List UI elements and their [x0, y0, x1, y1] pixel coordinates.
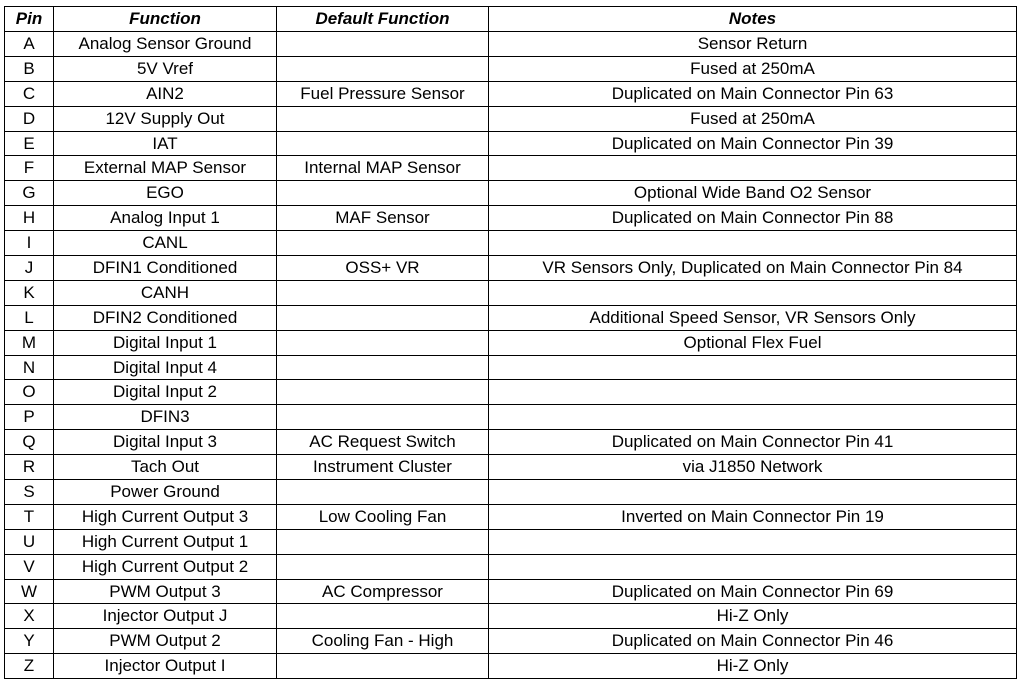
pin-cell: G	[5, 181, 54, 206]
pin-cell: U	[5, 529, 54, 554]
default-function-cell: OSS+ VR	[277, 256, 489, 281]
pin-cell: V	[5, 554, 54, 579]
table-row	[5, 231, 1017, 256]
default-function-cell	[277, 330, 489, 355]
default-function-cell	[277, 355, 489, 380]
header-function: Function	[54, 7, 277, 32]
table-row	[5, 355, 1017, 380]
table-row	[5, 579, 1017, 604]
function-cell: AIN2	[54, 81, 277, 106]
table-row	[5, 504, 1017, 529]
notes-cell: Duplicated on Main Connector Pin 46	[489, 629, 1017, 654]
default-function-cell: Internal MAP Sensor	[277, 156, 489, 181]
table-row	[5, 181, 1017, 206]
table-row	[5, 256, 1017, 281]
pin-cell: J	[5, 256, 54, 281]
table-row	[5, 529, 1017, 554]
pin-cell: W	[5, 579, 54, 604]
table-row	[5, 629, 1017, 654]
table-row	[5, 330, 1017, 355]
pin-cell: H	[5, 206, 54, 231]
table-row	[5, 131, 1017, 156]
function-cell: External MAP Sensor	[54, 156, 277, 181]
pin-cell: I	[5, 231, 54, 256]
function-cell: Digital Input 1	[54, 330, 277, 355]
notes-cell	[489, 480, 1017, 505]
notes-cell	[489, 405, 1017, 430]
default-function-cell	[277, 181, 489, 206]
default-function-cell	[277, 32, 489, 57]
function-cell: PWM Output 2	[54, 629, 277, 654]
function-cell: Digital Input 4	[54, 355, 277, 380]
function-cell: CANL	[54, 231, 277, 256]
notes-cell	[489, 156, 1017, 181]
table-row	[5, 81, 1017, 106]
default-function-cell	[277, 480, 489, 505]
table-row	[5, 455, 1017, 480]
default-function-cell: Low Cooling Fan	[277, 504, 489, 529]
notes-cell: Duplicated on Main Connector Pin 63	[489, 81, 1017, 106]
default-function-cell: Fuel Pressure Sensor	[277, 81, 489, 106]
pin-cell: L	[5, 305, 54, 330]
notes-cell: Duplicated on Main Connector Pin 88	[489, 206, 1017, 231]
table-row	[5, 430, 1017, 455]
notes-cell: Hi-Z Only	[489, 604, 1017, 629]
header-default-function: Default Function	[277, 7, 489, 32]
default-function-cell	[277, 106, 489, 131]
pin-cell: R	[5, 455, 54, 480]
pin-cell: A	[5, 32, 54, 57]
default-function-cell: Cooling Fan - High	[277, 629, 489, 654]
pin-cell: E	[5, 131, 54, 156]
function-cell: Injector Output I	[54, 654, 277, 679]
pin-cell: N	[5, 355, 54, 380]
function-cell: Analog Input 1	[54, 206, 277, 231]
pin-cell: Z	[5, 654, 54, 679]
table-row	[5, 480, 1017, 505]
default-function-cell	[277, 56, 489, 81]
function-cell: CANH	[54, 280, 277, 305]
notes-cell: Duplicated on Main Connector Pin 39	[489, 131, 1017, 156]
notes-cell	[489, 231, 1017, 256]
table-row	[5, 206, 1017, 231]
table-row	[5, 156, 1017, 181]
default-function-cell	[277, 380, 489, 405]
table-row	[5, 106, 1017, 131]
default-function-cell: Instrument Cluster	[277, 455, 489, 480]
function-cell: PWM Output 3	[54, 579, 277, 604]
notes-cell: Hi-Z Only	[489, 654, 1017, 679]
pin-cell: S	[5, 480, 54, 505]
function-cell: Digital Input 3	[54, 430, 277, 455]
default-function-cell	[277, 654, 489, 679]
pin-cell: B	[5, 56, 54, 81]
default-function-cell	[277, 405, 489, 430]
pin-cell: K	[5, 280, 54, 305]
table-row	[5, 305, 1017, 330]
notes-cell: Inverted on Main Connector Pin 19	[489, 504, 1017, 529]
pin-cell: P	[5, 405, 54, 430]
default-function-cell: AC Compressor	[277, 579, 489, 604]
notes-cell: via J1850 Network	[489, 455, 1017, 480]
table-row	[5, 604, 1017, 629]
header-pin: Pin	[5, 7, 54, 32]
default-function-cell	[277, 231, 489, 256]
pin-cell: C	[5, 81, 54, 106]
notes-cell: Duplicated on Main Connector Pin 69	[489, 579, 1017, 604]
table-row	[5, 280, 1017, 305]
function-cell: Analog Sensor Ground	[54, 32, 277, 57]
default-function-cell	[277, 305, 489, 330]
notes-cell	[489, 529, 1017, 554]
pin-cell: X	[5, 604, 54, 629]
function-cell: Injector Output J	[54, 604, 277, 629]
notes-cell: Fused at 250mA	[489, 56, 1017, 81]
function-cell: Digital Input 2	[54, 380, 277, 405]
default-function-cell	[277, 280, 489, 305]
table-header-row	[5, 7, 1017, 32]
table-row	[5, 405, 1017, 430]
function-cell: 5V Vref	[54, 56, 277, 81]
table-row	[5, 56, 1017, 81]
notes-cell: Optional Flex Fuel	[489, 330, 1017, 355]
function-cell: EGO	[54, 181, 277, 206]
notes-cell: Fused at 250mA	[489, 106, 1017, 131]
notes-cell: Optional Wide Band O2 Sensor	[489, 181, 1017, 206]
function-cell: Tach Out	[54, 455, 277, 480]
table-row	[5, 554, 1017, 579]
pin-cell: T	[5, 504, 54, 529]
function-cell: High Current Output 3	[54, 504, 277, 529]
function-cell: DFIN3	[54, 405, 277, 430]
pin-cell: O	[5, 380, 54, 405]
function-cell: DFIN2 Conditioned	[54, 305, 277, 330]
default-function-cell	[277, 604, 489, 629]
table-row	[5, 654, 1017, 679]
notes-cell	[489, 554, 1017, 579]
function-cell: Power Ground	[54, 480, 277, 505]
pin-cell: M	[5, 330, 54, 355]
notes-cell: Additional Speed Sensor, VR Sensors Only	[489, 305, 1017, 330]
default-function-cell	[277, 529, 489, 554]
default-function-cell	[277, 554, 489, 579]
table-row	[5, 32, 1017, 57]
pinout-table	[4, 6, 1017, 679]
default-function-cell: MAF Sensor	[277, 206, 489, 231]
notes-cell: Sensor Return	[489, 32, 1017, 57]
table-row	[5, 380, 1017, 405]
function-cell: DFIN1 Conditioned	[54, 256, 277, 281]
notes-cell: VR Sensors Only, Duplicated on Main Connector Pin 84	[489, 256, 1017, 281]
default-function-cell: AC Request Switch	[277, 430, 489, 455]
default-function-cell	[277, 131, 489, 156]
pin-cell: Y	[5, 629, 54, 654]
pin-cell: Q	[5, 430, 54, 455]
header-notes: Notes	[489, 7, 1017, 32]
function-cell: High Current Output 2	[54, 554, 277, 579]
table-body	[5, 32, 1017, 679]
pin-cell: F	[5, 156, 54, 181]
function-cell: IAT	[54, 131, 277, 156]
function-cell: High Current Output 1	[54, 529, 277, 554]
pin-cell: D	[5, 106, 54, 131]
notes-cell	[489, 380, 1017, 405]
notes-cell	[489, 280, 1017, 305]
notes-cell: Duplicated on Main Connector Pin 41	[489, 430, 1017, 455]
function-cell: 12V Supply Out	[54, 106, 277, 131]
notes-cell	[489, 355, 1017, 380]
